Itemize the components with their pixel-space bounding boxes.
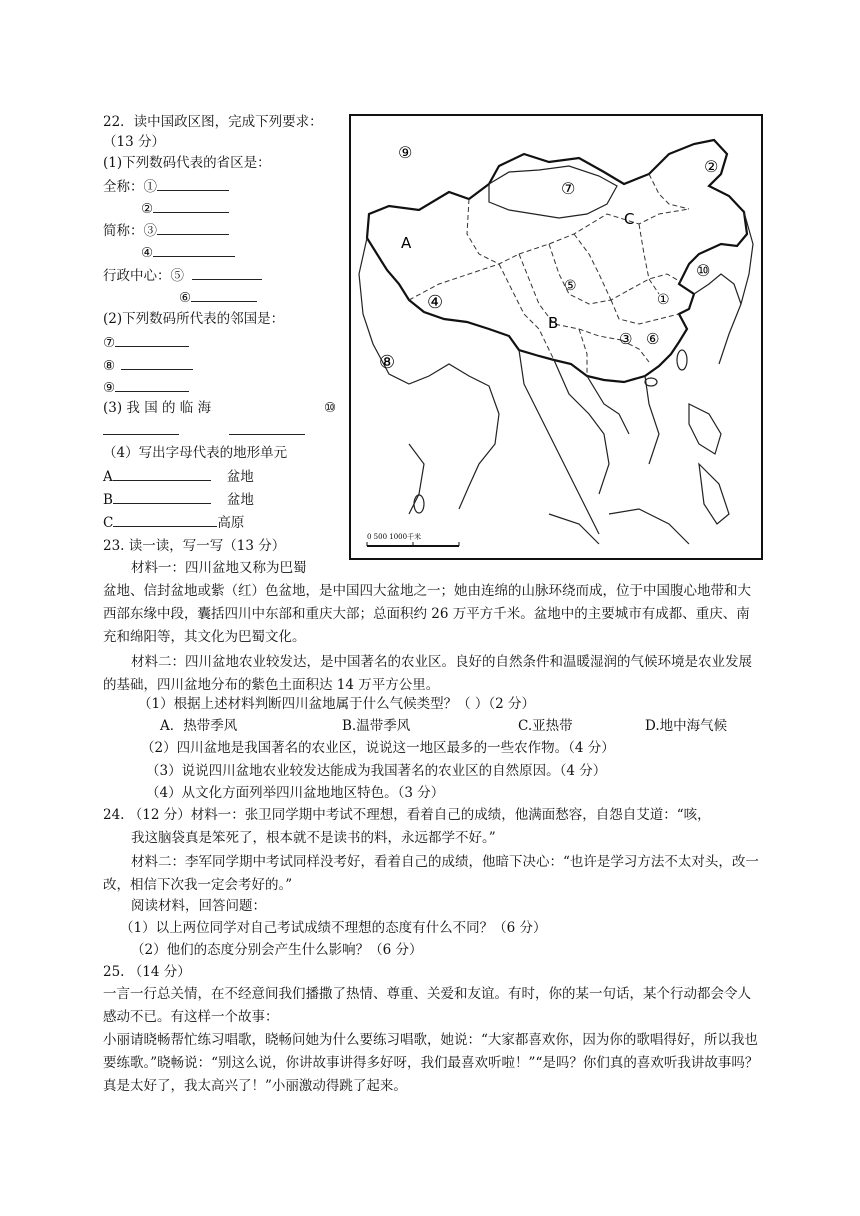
landform-suffix: 盆地	[226, 469, 254, 485]
abbr-label: 简称：③	[103, 223, 157, 239]
option-c[interactable]: C.亚热带	[518, 718, 573, 734]
num-label: ⑧	[103, 358, 116, 374]
q22-sub3: (3) 我 国 的 临 海	[103, 400, 212, 416]
answer-blank[interactable]	[191, 287, 257, 302]
q25-paragraph1: 一言一行总关情，在不经意间我们播撒了热情、尊重、关爱和友谊。有时，你的某一句话，某个行动都会令人感动不已。有这样一个故事：	[103, 986, 751, 1025]
answer-blank[interactable]	[157, 176, 229, 191]
answer-blank[interactable]	[113, 489, 211, 504]
answer-blank[interactable]	[113, 512, 217, 527]
q23-question1: （1）根据上述材料判断四川盆地属于什么气候类型？（ ）（2 分）	[138, 696, 536, 712]
q22-sub2: (2)下列数码所代表的邻国是：	[103, 311, 285, 327]
option-b[interactable]: B.温带季风	[342, 718, 411, 734]
num-label: ⑦	[103, 335, 116, 351]
option-a[interactable]: A．热带季风	[160, 718, 238, 734]
num-label: ②	[141, 201, 154, 217]
capital-label: 行政中心：⑤	[103, 268, 184, 284]
capital-row-2	[179, 287, 257, 307]
q22-sub4: （4）写出字母代表的地形单元	[103, 445, 288, 461]
answer-blank[interactable]	[192, 265, 262, 280]
answer-blank[interactable]	[157, 220, 229, 235]
full-name-row-1	[103, 176, 229, 196]
q24-material2: 材料二：李军同学期中考试同样没考好，看着自己的成绩，他暗下决心：“也许是学习方法不太对头，改一改，相信下次我一定会考好的。”	[103, 854, 759, 893]
map-label-A: A	[401, 234, 412, 252]
q22-title: 22．读中国政区图，完成下列要求：	[103, 114, 323, 130]
q24-read: 阅读材料，回答问题：	[131, 898, 266, 914]
landform-suffix: 高原	[217, 515, 245, 531]
landform-row-a	[103, 466, 254, 486]
q25-paragraph2: 小丽请晓畅帮忙练习唱歌，晓畅问她为什么要练习唱歌，她说：“大家都喜欢你，因为你的歌唱得好，所以我也要练歌。”晓畅说：“别这么说，你讲故事讲得多好呀，我们最喜欢听啦！”“是吗？你们真的喜欢听我讲故事吗？真是太好了，我太高兴了！”小丽激动得跳了起来。	[103, 1032, 759, 1094]
sea-blanks	[103, 420, 305, 440]
china-political-map	[349, 114, 763, 560]
letter-label: A	[103, 469, 113, 485]
capital-row-1	[103, 265, 262, 285]
q24-question1: （1）以上两位同学对自己考试成绩不理想的态度有什么不同？（6 分）	[120, 920, 547, 936]
map-label-3: ③	[619, 330, 633, 348]
full-name-label: 全称：①	[103, 179, 157, 195]
scale-text: 0 500 1000千米	[367, 533, 422, 541]
q23-material1-start: 材料一：四川盆地又称为巴蜀	[131, 560, 307, 576]
q24-question2: （2）他们的态度分别会产生什么影响？（6 分）	[131, 942, 423, 958]
landform-row-c	[103, 512, 244, 532]
q25-title: 25. （14 分）	[103, 964, 191, 980]
landform-suffix: 盆地	[226, 492, 254, 508]
q23-question2: （2）四川盆地是我国著名的农业区，说说这一地区最多的一些农作物。（4 分）	[141, 740, 615, 756]
map-label-9: ⑨	[398, 143, 413, 162]
option-d[interactable]: D.地中海气候	[645, 718, 728, 734]
neighbor-row-8	[103, 355, 193, 375]
full-name-row-2	[141, 198, 229, 218]
q22-sub1: (1)下列数码代表的省区是：	[103, 155, 271, 171]
q23-question3: （3）说说四川盆地农业较发达能成为我国著名的农业区的自然原因。（4 分）	[146, 763, 607, 779]
num-label: ④	[141, 245, 154, 261]
neighbor-row-9	[103, 377, 189, 397]
answer-blank[interactable]	[229, 420, 305, 435]
answer-blank[interactable]	[103, 420, 179, 435]
q23-material2: 材料二：四川盆地农业较发达，是中国著名的农业区。良好的自然条件和温暖湿润的气候环境是农业发展的基础，四川盆地分布的紫色土面积达 14 万平方公里。	[103, 654, 752, 693]
letter-label: C	[103, 515, 114, 531]
sea-num-10: ⑩	[324, 400, 337, 416]
num-label: ⑥	[179, 290, 192, 306]
num-label: ⑨	[103, 380, 116, 396]
map-label-10: ⑩	[696, 261, 711, 280]
answer-blank[interactable]	[153, 242, 235, 257]
abbr-row-1	[103, 220, 229, 240]
landform-row-b	[103, 489, 254, 509]
map-label-7: ⑦	[561, 179, 576, 198]
answer-blank[interactable]	[115, 377, 189, 392]
neighbor-row-7	[103, 332, 189, 352]
answer-blank[interactable]	[113, 466, 211, 481]
answer-blank[interactable]	[121, 355, 193, 370]
map-frame	[350, 115, 762, 559]
q23-material1: 盆地、信封盆地或紫（红）色盆地，是中国四大盆地之一；她由连绵的山脉环绕而成，位于中国腹心地带和大西部东缘中段，囊括四川中东部和重庆大部；总面积约 26 万平方千米。盆地中的主要城市有成都、重庆、南充和绵阳等，其文化为巴蜀文化。	[103, 583, 751, 645]
map-label-4: ④	[427, 292, 444, 313]
answer-blank[interactable]	[115, 332, 189, 347]
answer-blank[interactable]	[153, 198, 229, 213]
q23-title: 23. 读一读，写一写（13 分）	[103, 538, 286, 554]
map-label-6: ⑥	[646, 330, 660, 348]
q24-line2: 我这脑袋真是笨死了，根本就不是读书的料，永远都学不好。”	[131, 830, 496, 846]
map-label-C: C	[624, 210, 635, 228]
map-label-5: ⑤	[564, 278, 577, 294]
map-label-8: ⑧	[379, 352, 396, 373]
abbr-row-2	[141, 242, 235, 262]
letter-label: B	[103, 492, 113, 508]
map-label-B: B	[548, 314, 559, 332]
map-label-2: ②	[704, 157, 719, 176]
map-label-1: ①	[657, 292, 670, 308]
q22-score: （13 分）	[103, 134, 165, 150]
q24-line1: 24. （12 分）材料一：张卫同学期中考试不理想，看着自己的成绩，他满面愁容，自怨自艾道：“咳，	[103, 807, 711, 823]
q23-question4: （4）从文化方面列举四川盆地地区特色。（3 分）	[146, 785, 445, 801]
